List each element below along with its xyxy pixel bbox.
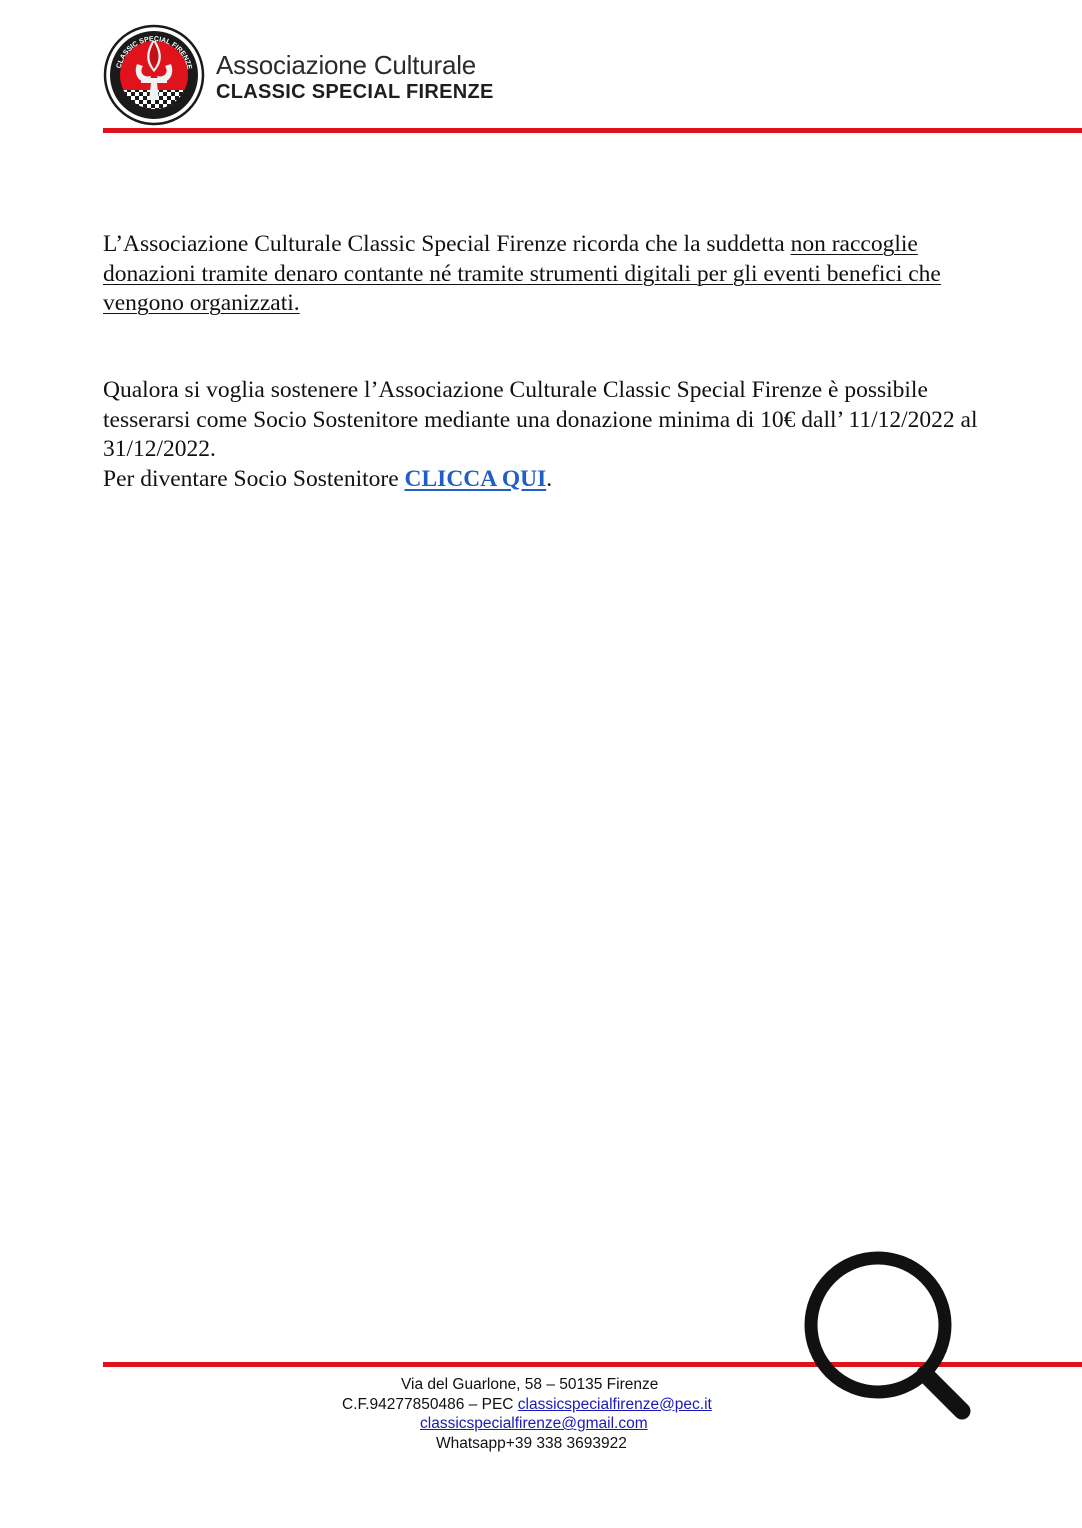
cta-suffix: .: [546, 465, 553, 492]
footer: [300, 1375, 775, 1453]
notice-text: L’Associazione Culturale Classic Special Firenze ricorda che la suddetta: [103, 231, 791, 257]
cta-prefix: Per diventare Socio Sostenitore: [103, 465, 405, 492]
support-paragraph: [103, 376, 1008, 494]
gmail-email-link[interactable]: classicspecialfirenze@gmail.com: [420, 1415, 648, 1432]
notice-paragraph: [103, 230, 1008, 319]
clicca-qui-link[interactable]: CLICCA QUI: [404, 465, 547, 492]
magnifier-icon[interactable]: [800, 1246, 980, 1426]
org-name-line2: CLASSIC SPECIAL FIRENZE: [216, 81, 494, 103]
footer-address: Via del Guarlone, 58 – 50135 Firenze: [401, 1376, 659, 1393]
footer-email-row: [300, 1414, 775, 1434]
pec-email-link[interactable]: classicspecialfirenze@pec.it: [517, 1395, 712, 1413]
footer-whatsapp: Whatsapp+39 338 3693922: [436, 1434, 627, 1452]
footer-cf-pec: [300, 1395, 775, 1415]
brand-name: [216, 50, 494, 104]
header-divider: [103, 128, 1082, 133]
support-text: Qualora si voglia sostenere l’Associazione Culturale Classic Special Firenze è possibile tesserarsi come Socio Sostenitore mediante una donazione minima di 10€ dall’ 11/12/2022 al 31/12/2022.: [103, 377, 978, 462]
logo-ring-text: CLASSIC SPECIAL FIRENZE: [115, 35, 193, 71]
notice-underlined-text: non raccoglie donazioni tramite denaro contante né tramite strumenti digitali per gli eventi benefici che vengono organizzati.: [103, 231, 941, 316]
footer-cf-text: C.F.94277850486 – PEC: [342, 1395, 518, 1413]
association-logo: [103, 24, 205, 126]
org-name-line1: Associazione Culturale: [216, 50, 477, 80]
